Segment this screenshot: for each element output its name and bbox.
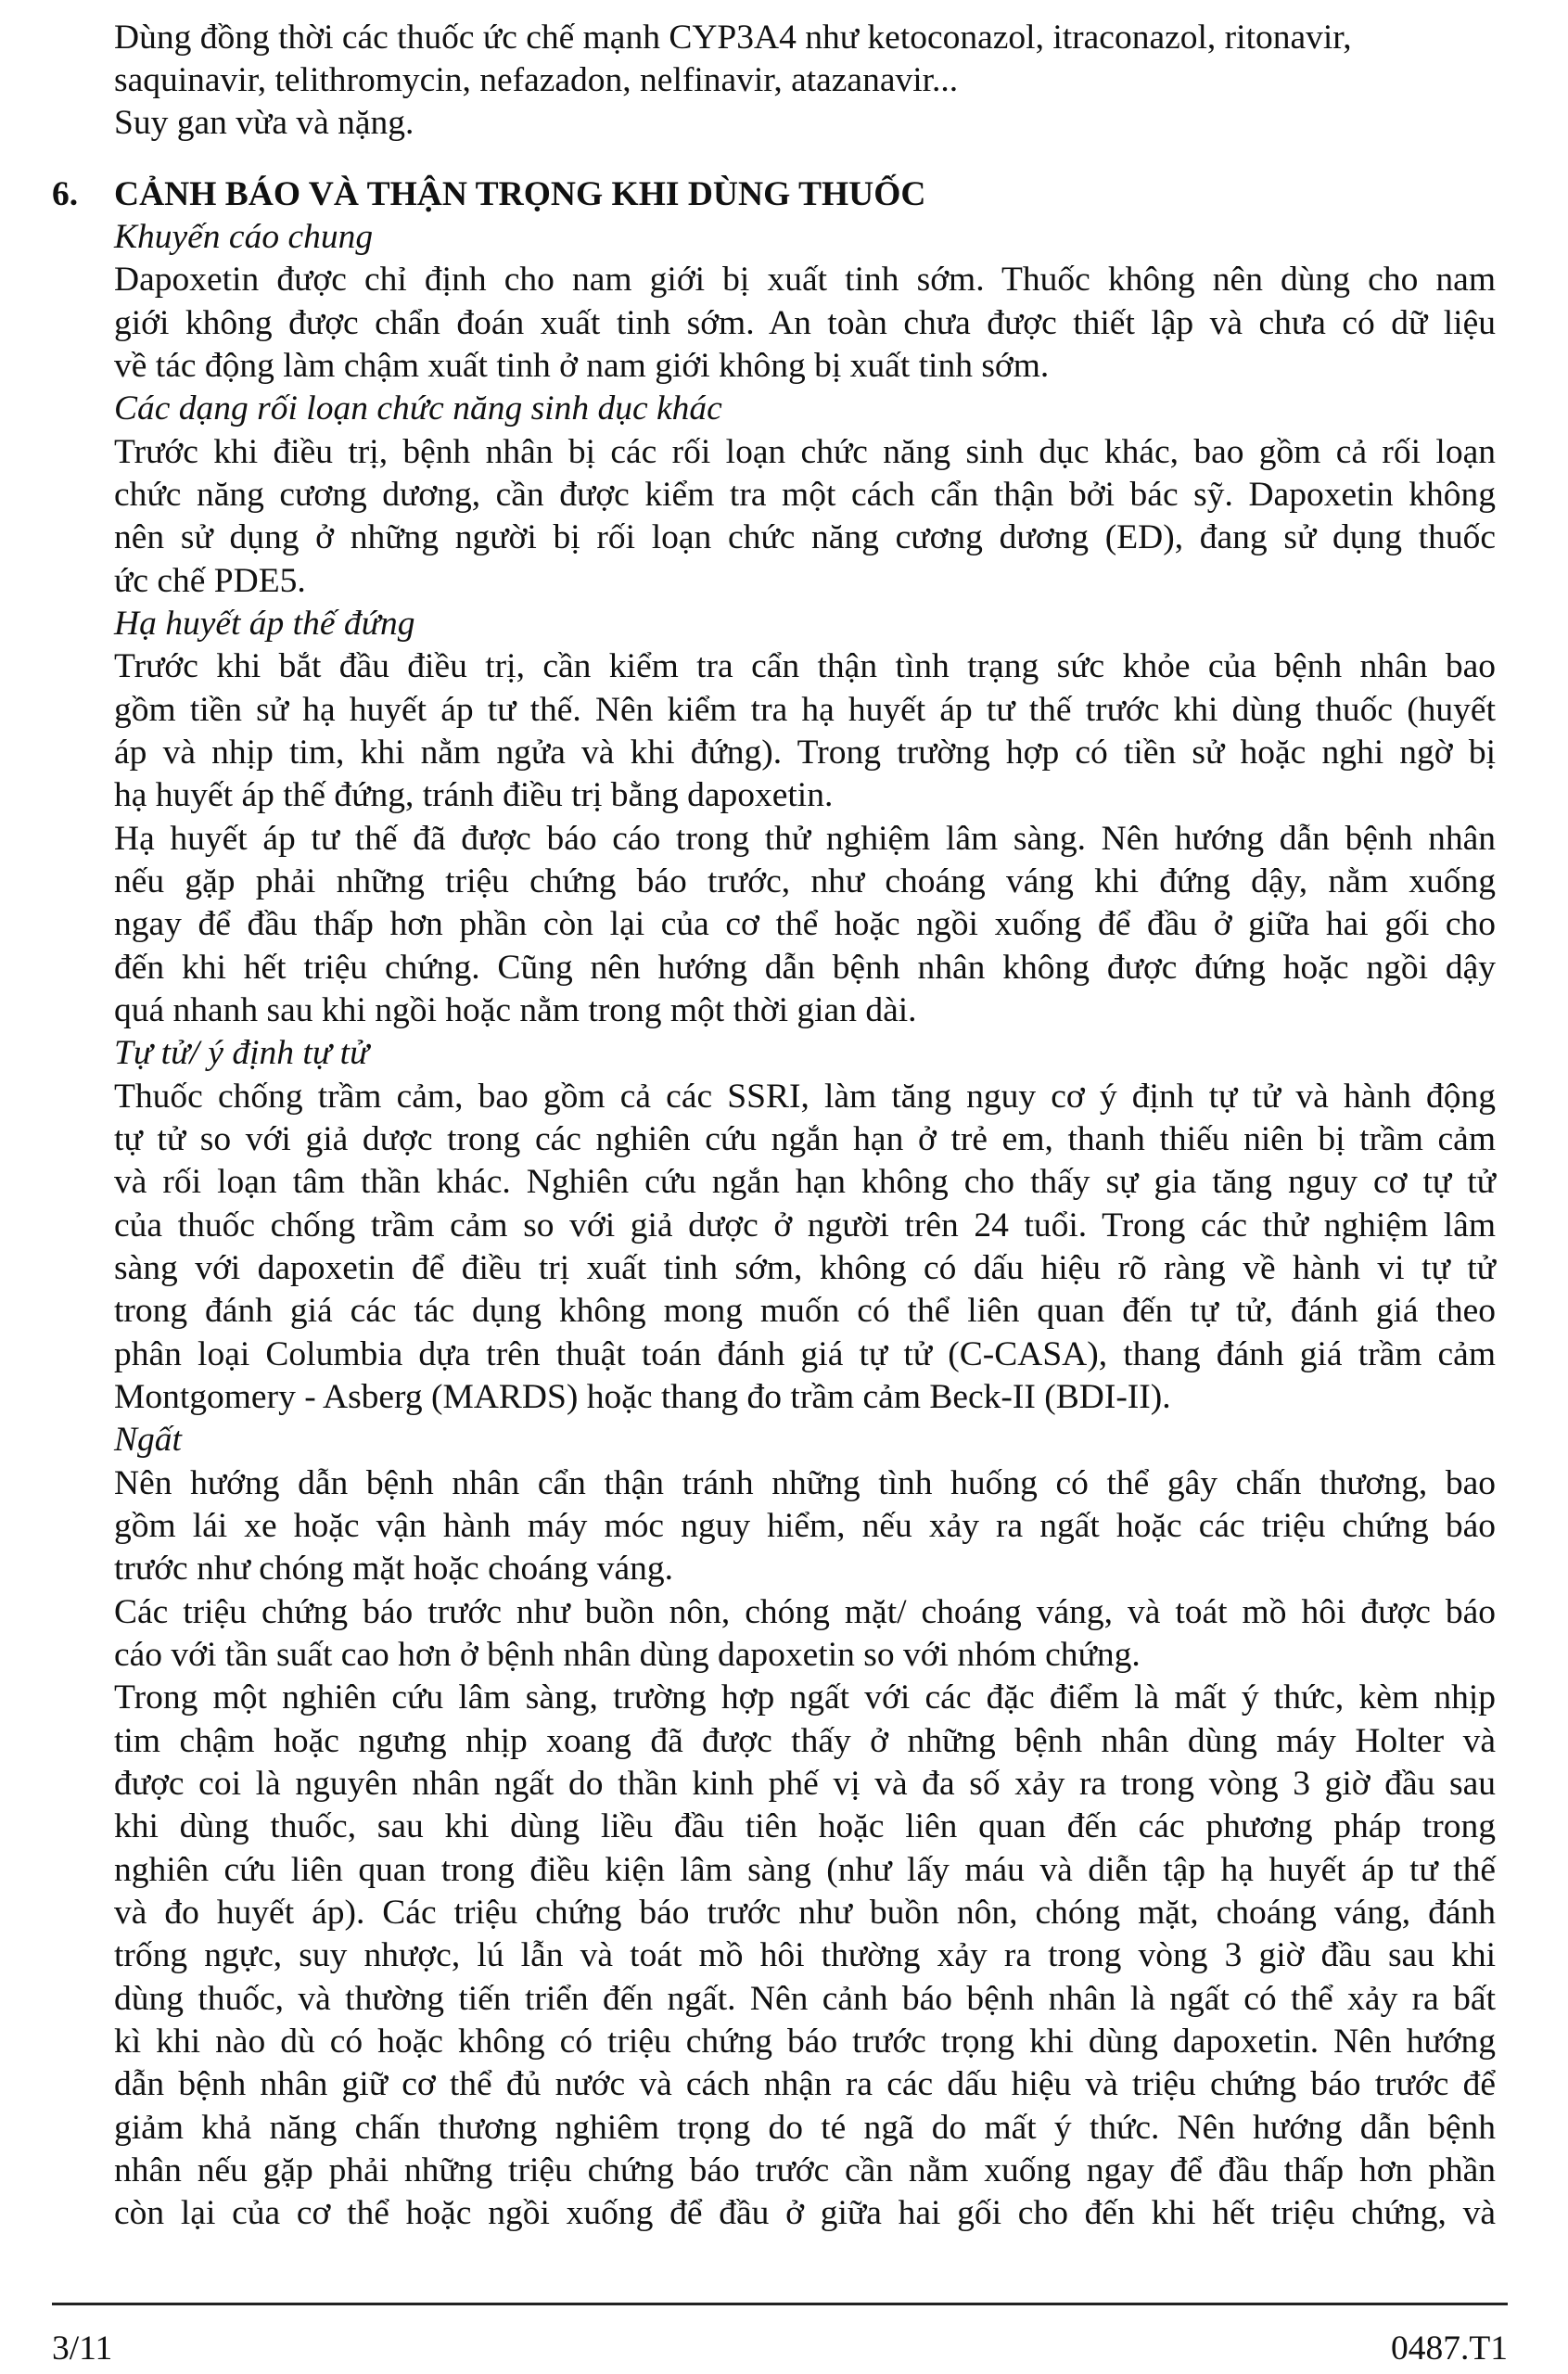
subheading: Ngất — [114, 1421, 182, 1459]
text-line: hạ huyết áp thế đứng, tránh điều trị bằng dapoxetin. — [114, 776, 834, 814]
text-line: còn lại của cơ thể hoặc ngồi xuống để đầu ở giữa hai gối cho đến khi hết triệu chứng, và — [114, 2194, 1496, 2232]
text-line: nếu gặp phải những triệu chứng báo trước, như choáng váng khi đứng dậy, nằm xuống — [114, 862, 1496, 900]
text-line: Các triệu chứng báo trước như buồn nôn, chóng mặt/ choáng váng, và toát mồ hôi được báo — [114, 1593, 1496, 1631]
text-line: nhân nếu gặp phải những triệu chứng báo trước cần nằm xuống ngay để đầu thấp hơn phần — [114, 2151, 1496, 2189]
text-line: tự tử so với giả dược trong các nghiên cứu ngắn hạn ở trẻ em, thanh thiếu niên bị trầm cảm — [114, 1120, 1496, 1158]
text-line: ức chế PDE5. — [114, 562, 306, 600]
text-line: giảm khả năng chấn thương nghiêm trọng do té ngã do mất ý thức. Nên hướng dẫn bệnh — [114, 2109, 1496, 2147]
text-line: dùng thuốc, và thường tiến triển đến ngất. Nên cảnh báo bệnh nhân là ngất có thể xảy ra bất — [114, 1980, 1496, 2018]
text-line: Nên hướng dẫn bệnh nhân cẩn thận tránh những tình huống có thể gây chấn thương, bao — [114, 1464, 1496, 1502]
text-line: trong đánh giá các tác dụng không mong muốn có thể liên quan đến tự tử, đánh giá theo — [114, 1292, 1496, 1330]
text-line: cáo với tần suất cao hơn ở bệnh nhân dùng dapoxetin so với nhóm chứng. — [114, 1636, 1141, 1674]
section-heading — [52, 173, 925, 216]
text-line: được coi là nguyên nhân ngất do thần kinh phế vị và đa số xảy ra trong vòng 3 giờ đầu sau — [114, 1765, 1496, 1803]
text-line: và đo huyết áp). Các triệu chứng báo trước như buồn nôn, chóng mặt, choáng váng, đánh — [114, 1894, 1496, 1932]
text-line: sàng với dapoxetin để điều trị xuất tinh sớm, không có dấu hiệu rõ ràng về hành vi tự tử — [114, 1249, 1496, 1287]
text-line: Dùng đồng thời các thuốc ức chế mạnh CYP3A4 như ketoconazol, itraconazol, ritonavir, — [114, 19, 1352, 57]
subheading: Khuyến cáo chung — [114, 218, 374, 256]
text-line: đến khi hết triệu chứng. Cũng nên hướng dẫn bệnh nhân không được đứng hoặc ngồi dậy — [114, 949, 1496, 987]
text-line: Trong một nghiên cứu lâm sàng, trường hợp ngất với các đặc điểm là mất ý thức, kèm nhịp — [114, 1678, 1496, 1717]
text-line: chức năng cương dương, cần được kiểm tra một cách cẩn thận bởi bác sỹ. Dapoxetin không — [114, 476, 1496, 514]
text-line: Dapoxetin được chỉ định cho nam giới bị xuất tinh sớm. Thuốc không nên dùng cho nam — [114, 261, 1496, 299]
text-line: Trước khi bắt đầu điều trị, cần kiểm tra cẩn thận tình trạng sức khỏe của bệnh nhân bao — [114, 647, 1496, 685]
subheading: Hạ huyết áp thế đứng — [114, 605, 415, 643]
text-line: giới không được chẩn đoán xuất tinh sớm. An toàn chưa được thiết lập và chưa có dữ liệu — [114, 304, 1496, 342]
text-line: tim chậm hoặc ngưng nhịp xoang đã được thấy ở những bệnh nhân dùng máy Holter và — [114, 1722, 1496, 1760]
text-line: dẫn bệnh nhân giữ cơ thể đủ nước và cách nhận ra các dấu hiệu và triệu chứng báo trước để — [114, 2065, 1496, 2103]
text-line: phân loại Columbia dựa trên thuật toán đánh giá tự tử (C-CASA), thang đánh giá trầm cảm — [114, 1335, 1496, 1373]
text-line: Montgomery - Asberg (MARDS) hoặc thang đo trầm cảm Beck-II (BDI-II). — [114, 1378, 1171, 1416]
text-line: saquinavir, telithromycin, nefazadon, nelfinavir, atazanavir... — [114, 61, 959, 99]
text-line: và rối loạn tâm thần khác. Nghiên cứu ngắn hạn không cho thấy sự gia tăng nguy cơ tự tử — [114, 1163, 1496, 1201]
text-line: Suy gan vừa và nặng. — [114, 104, 414, 142]
footer-divider — [52, 2303, 1508, 2305]
text-line: khi dùng thuốc, sau khi dùng liều đầu tiên hoặc liên quan đến các phương pháp trong — [114, 1807, 1496, 1845]
page-number: 3/11 — [52, 2329, 113, 2368]
text-line: về tác động làm chậm xuất tinh ở nam giới không bị xuất tinh sớm. — [114, 347, 1050, 385]
text-line: Hạ huyết áp tư thế đã được báo cáo trong thử nghiệm lâm sàng. Nên hướng dẫn bệnh nhân — [114, 820, 1496, 858]
text-line: gồm tiền sử hạ huyết áp tư thế. Nên kiểm tra hạ huyết áp tư thế trước khi dùng thuốc (huyết — [114, 691, 1496, 729]
text-line: Thuốc chống trầm cảm, bao gồm cả các SSRI, làm tăng nguy cơ ý định tự tử và hành động — [114, 1078, 1496, 1116]
section-title: CẢNH BÁO VÀ THẬN TRỌNG KHI DÙNG THUỐC — [114, 175, 926, 213]
text-line: ngay để đầu thấp hơn phần còn lại của cơ thể hoặc ngồi xuống để đầu ở giữa hai gối cho — [114, 905, 1496, 943]
text-line: trống ngực, suy nhược, lú lẫn và toát mồ hôi thường xảy ra trong vòng 3 giờ đầu sau khi — [114, 1936, 1496, 1974]
text-line: quá nhanh sau khi ngồi hoặc nằm trong một thời gian dài. — [114, 991, 917, 1029]
text-line: nên sử dụng ở những người bị rối loạn chức năng cương dương (ED), đang sử dụng thuốc — [114, 518, 1496, 556]
subheading: Tự tử/ ý định tự tử — [114, 1034, 369, 1072]
text-line: của thuốc chống trầm cảm so với giả dược ở người trên 24 tuổi. Trong các thử nghiệm lâm — [114, 1206, 1496, 1244]
subheading: Các dạng rối loạn chức năng sinh dục khác — [114, 389, 722, 428]
text-line: trước như chóng mặt hoặc choáng váng. — [114, 1550, 674, 1588]
text-line: kì khi nào dù có hoặc không có triệu chứng báo trước trọng khi dùng dapoxetin. Nên hướng — [114, 2023, 1496, 2061]
text-line: áp và nhịp tim, khi nằm ngửa và khi đứng). Trong trường hợp có tiền sử hoặc nghi ngờ bị — [114, 734, 1496, 772]
text-line: Trước khi điều trị, bệnh nhân bị các rối loạn chức năng sinh dục khác, bao gồm cả rối loạn — [114, 433, 1496, 471]
text-line: gồm lái xe hoặc vận hành máy móc nguy hiểm, nếu xảy ra ngất hoặc các triệu chứng báo — [114, 1507, 1496, 1545]
text-line: nghiên cứu liên quan trong điều kiện lâm sàng (như lấy máu và diễn tập hạ huyết áp tư thế — [114, 1851, 1496, 1889]
section-number: 6. — [52, 175, 79, 213]
document-code: 0487.T1 — [1390, 2329, 1508, 2368]
